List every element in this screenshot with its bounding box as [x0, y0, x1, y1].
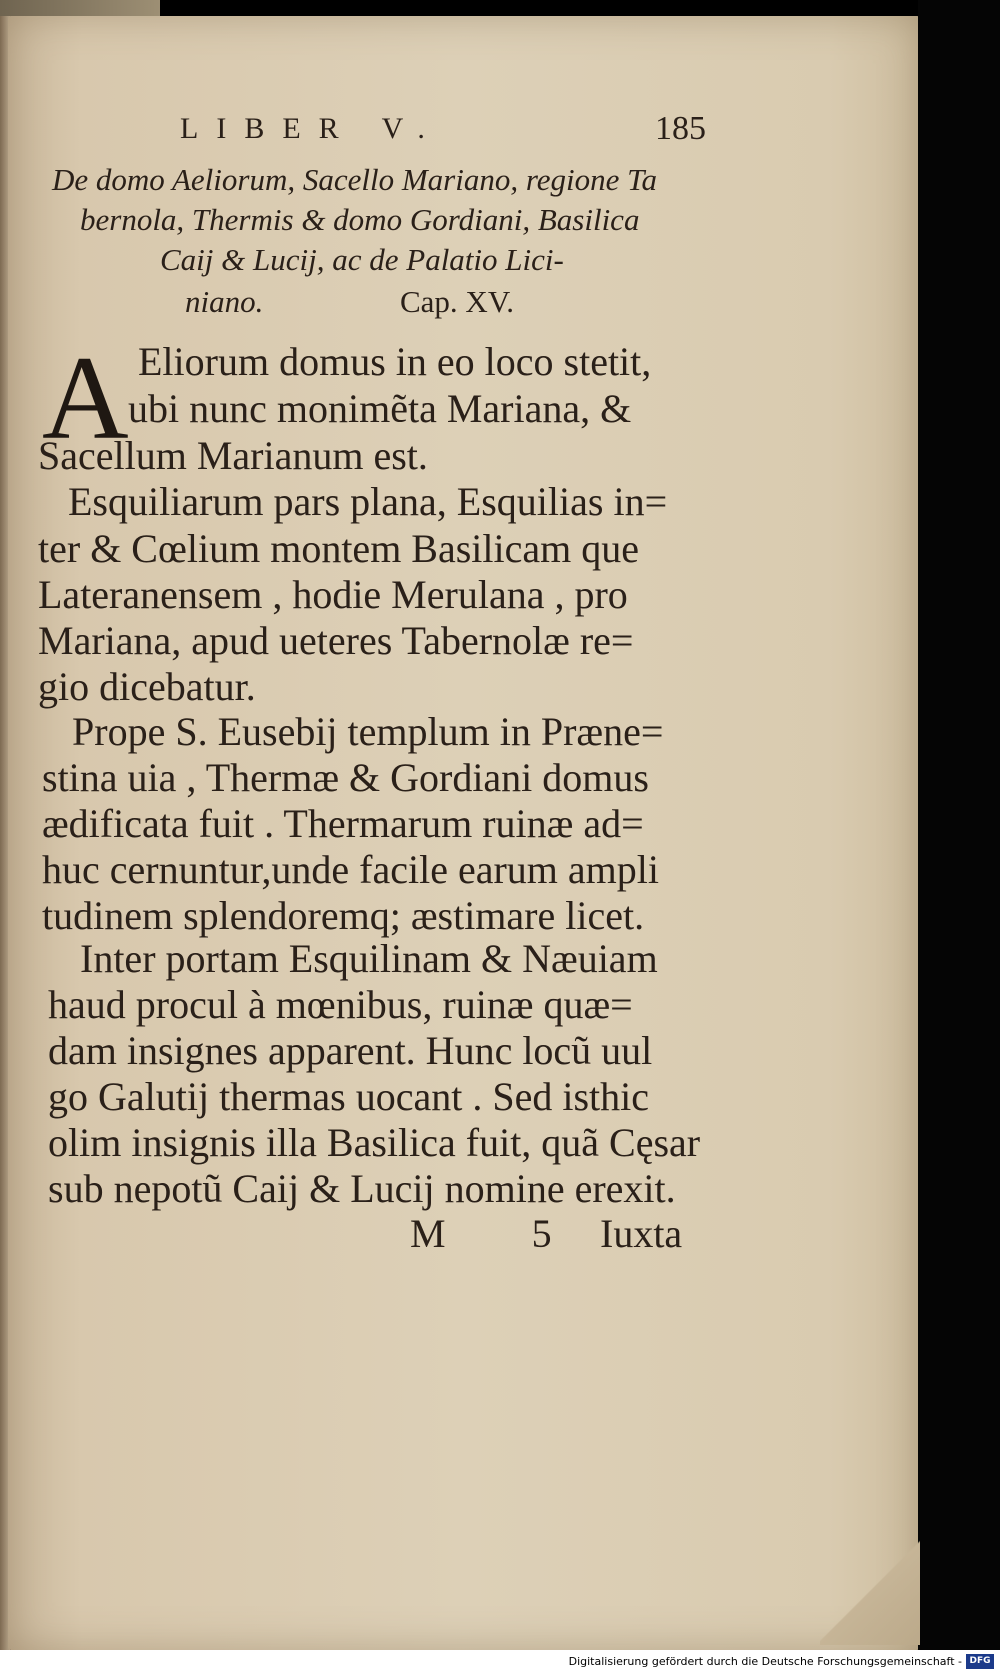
text-line: Sacellum Marianum est.: [38, 433, 428, 478]
signature-mark: M 5: [410, 1211, 590, 1256]
text-line: olim insignis illa Basilica fuit, quã Cęsar: [48, 1120, 701, 1165]
page-number: 185: [655, 110, 706, 147]
text-line: Inter portam Esquilinam & Næuiam: [80, 936, 658, 981]
text-line: Prope S. Eusebij templum in Præne=: [72, 709, 664, 754]
text-line: huc cernuntur,unde facile earum ampli: [42, 847, 660, 892]
dfg-logo: DFG: [966, 1654, 994, 1669]
drop-cap: A: [42, 331, 129, 464]
text-line: gio dicebatur.: [38, 664, 256, 709]
digitization-credit: Digitalisierung gefördert durch die Deutsche Forschungsgemeinschaft -: [568, 1655, 962, 1668]
text-line: go Galutij thermas uocant . Sed isthic: [48, 1074, 649, 1119]
scan-background: [918, 0, 1000, 1650]
chapter-heading-line: niano.: [185, 284, 264, 319]
text-line: sub nepotũ Caij & Lucij nomine erexit.: [48, 1166, 676, 1211]
text-line: tudinem splendoremq; æstimare licet.: [42, 893, 645, 938]
chapter-heading-line: De domo Aeliorum, Sacello Mariano, regione Ta: [52, 162, 658, 197]
text-line: stina uia , Thermæ & Gordiani domus: [42, 755, 649, 800]
text-line: Lateranensem , hodie Merulana , pro: [38, 572, 628, 617]
chapter-number: Cap. XV.: [400, 284, 514, 319]
text-line: Esquiliarum pars plana, Esquilias in=: [68, 479, 668, 524]
text-line: ubi nunc monimẽta Mariana, &: [128, 386, 632, 431]
text-line: ter & Cœlium montem Basilicam que: [38, 526, 640, 571]
text-line: haud procul à mœnibus, ruinæ quæ=: [48, 982, 633, 1027]
text-line: ædificata fuit . Thermarum ruinæ ad=: [42, 801, 644, 846]
chapter-heading-line: Caij & Lucij, ac de Palatio Lici-: [160, 242, 564, 277]
text-line: Eliorum domus in eo loco stetit,: [138, 339, 652, 384]
chapter-heading-line: bernola, Thermis & domo Gordiani, Basilica: [80, 202, 640, 237]
catchword: Iuxta: [600, 1211, 683, 1256]
text-line: dam insignes apparent. Hunc locũ uul: [48, 1028, 653, 1073]
page-corner-fold: [820, 1535, 920, 1645]
running-head: LIBER V.: [180, 112, 443, 145]
text-line: Mariana, apud ueteres Tabernolæ re=: [38, 618, 634, 663]
